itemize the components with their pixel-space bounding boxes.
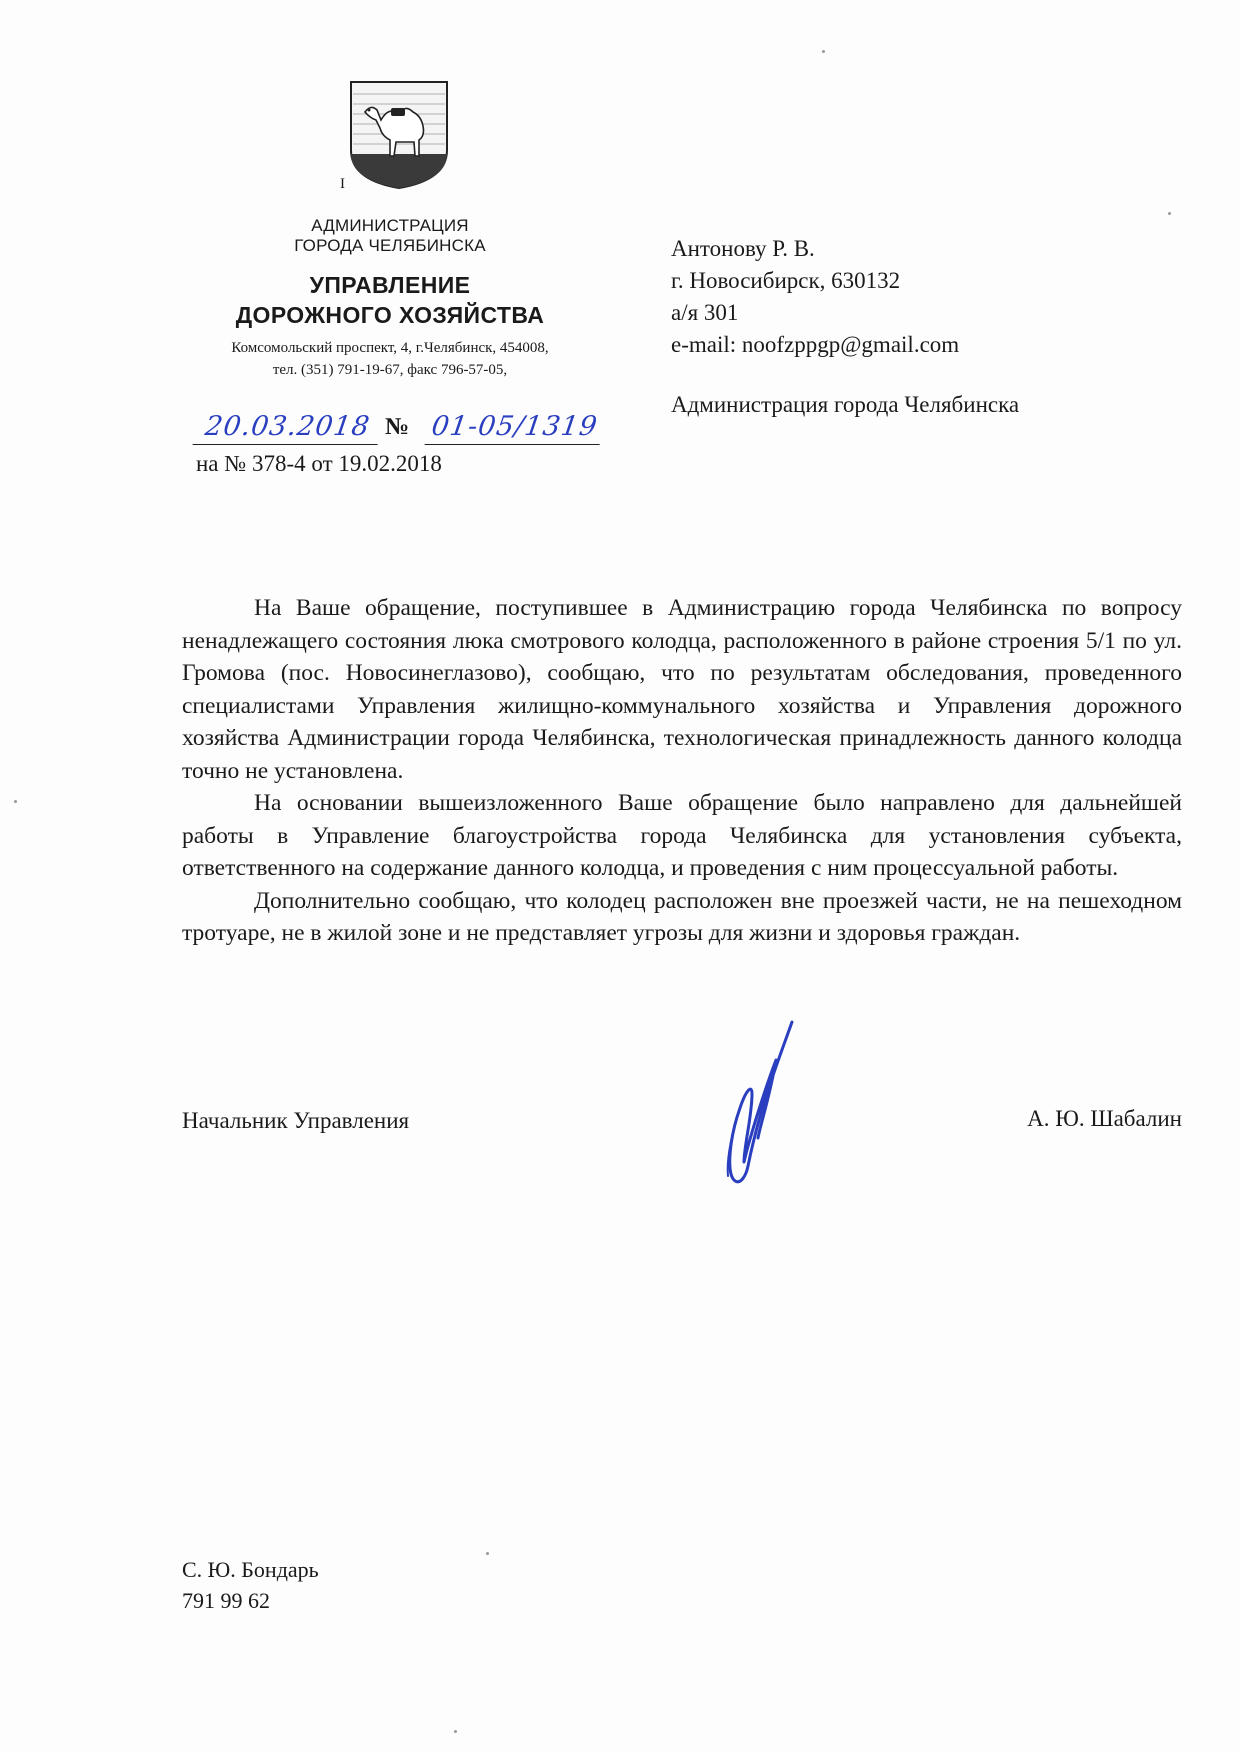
executor-name: С. Ю. Бондарь xyxy=(182,1557,319,1582)
signatory-title: Начальник Управления xyxy=(182,1108,410,1133)
org-admin-line2: ГОРОДА ЧЕЛЯБИНСКА xyxy=(294,236,486,255)
org-dept-line2: ДОРОЖНОГО ХОЗЯЙСТВА xyxy=(235,302,545,328)
scan-speck xyxy=(822,50,825,53)
addressee-block xyxy=(671,233,959,361)
org-department-block xyxy=(190,270,590,330)
chelyabinsk-camel-crest-icon xyxy=(347,80,451,190)
executor-phone: 791 99 62 xyxy=(182,1588,270,1613)
addressee-email: e-mail: noofzppgp@gmail.com xyxy=(671,332,960,357)
org-admin-line1: АДМИНИСТРАЦИЯ xyxy=(311,216,469,235)
letter-body xyxy=(182,592,1182,950)
body-paragraph: На основании вышеизложенного Ваше обращение было направлено для дальнейшей работы в Управление благоустройства города Челябинска для установления субъекта, ответственного на содержание данного колодца, и проведения с ним процессуальной работы. xyxy=(182,790,1182,881)
executor-block xyxy=(182,1554,319,1616)
addressee-name: Антонову Р. В. xyxy=(671,236,815,261)
org-dept-line1: УПРАВЛЕНИЕ xyxy=(309,272,471,298)
org-address-line2: тел. (351) 791-19-67, факс 796-57-05, xyxy=(272,362,508,378)
scan-speck xyxy=(454,1730,457,1733)
scan-speck xyxy=(486,1552,489,1555)
registration-date-handwritten: 20.03.2018 xyxy=(193,410,383,445)
registration-number-sign: № xyxy=(385,414,410,440)
registration-line xyxy=(195,410,615,450)
addressee-po-box: а/я 301 xyxy=(671,300,739,325)
registration-number-handwritten: 01-05/1319 xyxy=(425,410,605,445)
org-address-block xyxy=(160,337,620,381)
body-paragraph: На Ваше обращение, поступившее в Администрацию города Челябинска по вопросу ненадлежащего состояния люка смотрового колодца, расположенного в районе строения 5/1 по ул. Громова (пос. Новосинеглазово), сообщаю, что по результатам обследования, проведенного специалистами Управления жилищно-коммунального хозяйства и Управления дорожного хозяйства Администрации города Челябинска, технологическая принадлежность данного колодца точно не установлена. xyxy=(182,595,1182,784)
org-admin-block xyxy=(190,216,590,256)
addressee-city: г. Новосибирск, 630132 xyxy=(671,268,901,293)
registration-reference: на № 378-4 от 19.02.2018 xyxy=(196,451,442,476)
body-paragraph: Дополнительно сообщаю, что колодец расположен вне проезжей части, не на пешеходном тротуаре, не в жилой зоне и не представляет угрозы для жизни и здоровья граждан. xyxy=(182,887,1182,946)
scan-speck xyxy=(14,800,17,803)
signatory-name: А. Ю. Шабалин xyxy=(1027,1106,1182,1131)
scan-speck xyxy=(1168,212,1171,215)
crest-mark: I xyxy=(340,176,345,192)
handwritten-signature xyxy=(700,1016,810,1191)
org-address-line1: Комсомольский проспект, 4, г.Челябинск, 454008, xyxy=(231,340,549,356)
addressee-organization: Администрация города Челябинска xyxy=(671,392,1020,417)
